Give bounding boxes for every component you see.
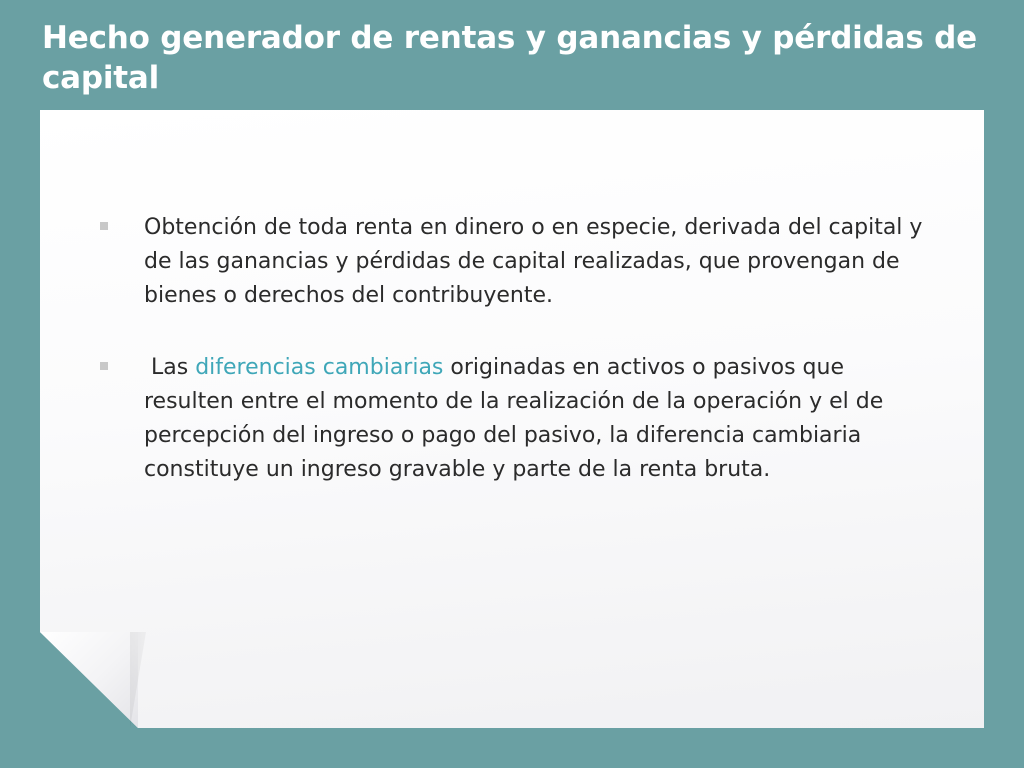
page-curl-corner	[40, 632, 138, 728]
square-bullet-icon	[100, 222, 108, 230]
bullet-item-1	[96, 211, 936, 313]
square-bullet-icon	[100, 362, 108, 370]
bullet-text-lead: Las	[144, 355, 196, 380]
bullet-list	[96, 211, 936, 525]
bullet-item-2	[96, 351, 936, 487]
slide-title: Hecho generador de rentas y ganancias y pérdidas de capital	[42, 20, 977, 96]
highlight-term: diferencias cambiarias	[195, 355, 444, 380]
bullet-text: Obtención de toda renta en dinero o en especie, derivada del capital y de las ganancias y pérdidas de capital realizadas, que provengan de bienes o derechos del contribuyente.	[144, 215, 923, 308]
bullet-text-rest: originadas en activos o pasivos que resulten entre el momento de la realización de la operación y el de percepción del ingreso o pago del pasivo, la diferencia cambiaria constituye un ingreso gravable y parte de la renta bruta.	[144, 355, 884, 482]
